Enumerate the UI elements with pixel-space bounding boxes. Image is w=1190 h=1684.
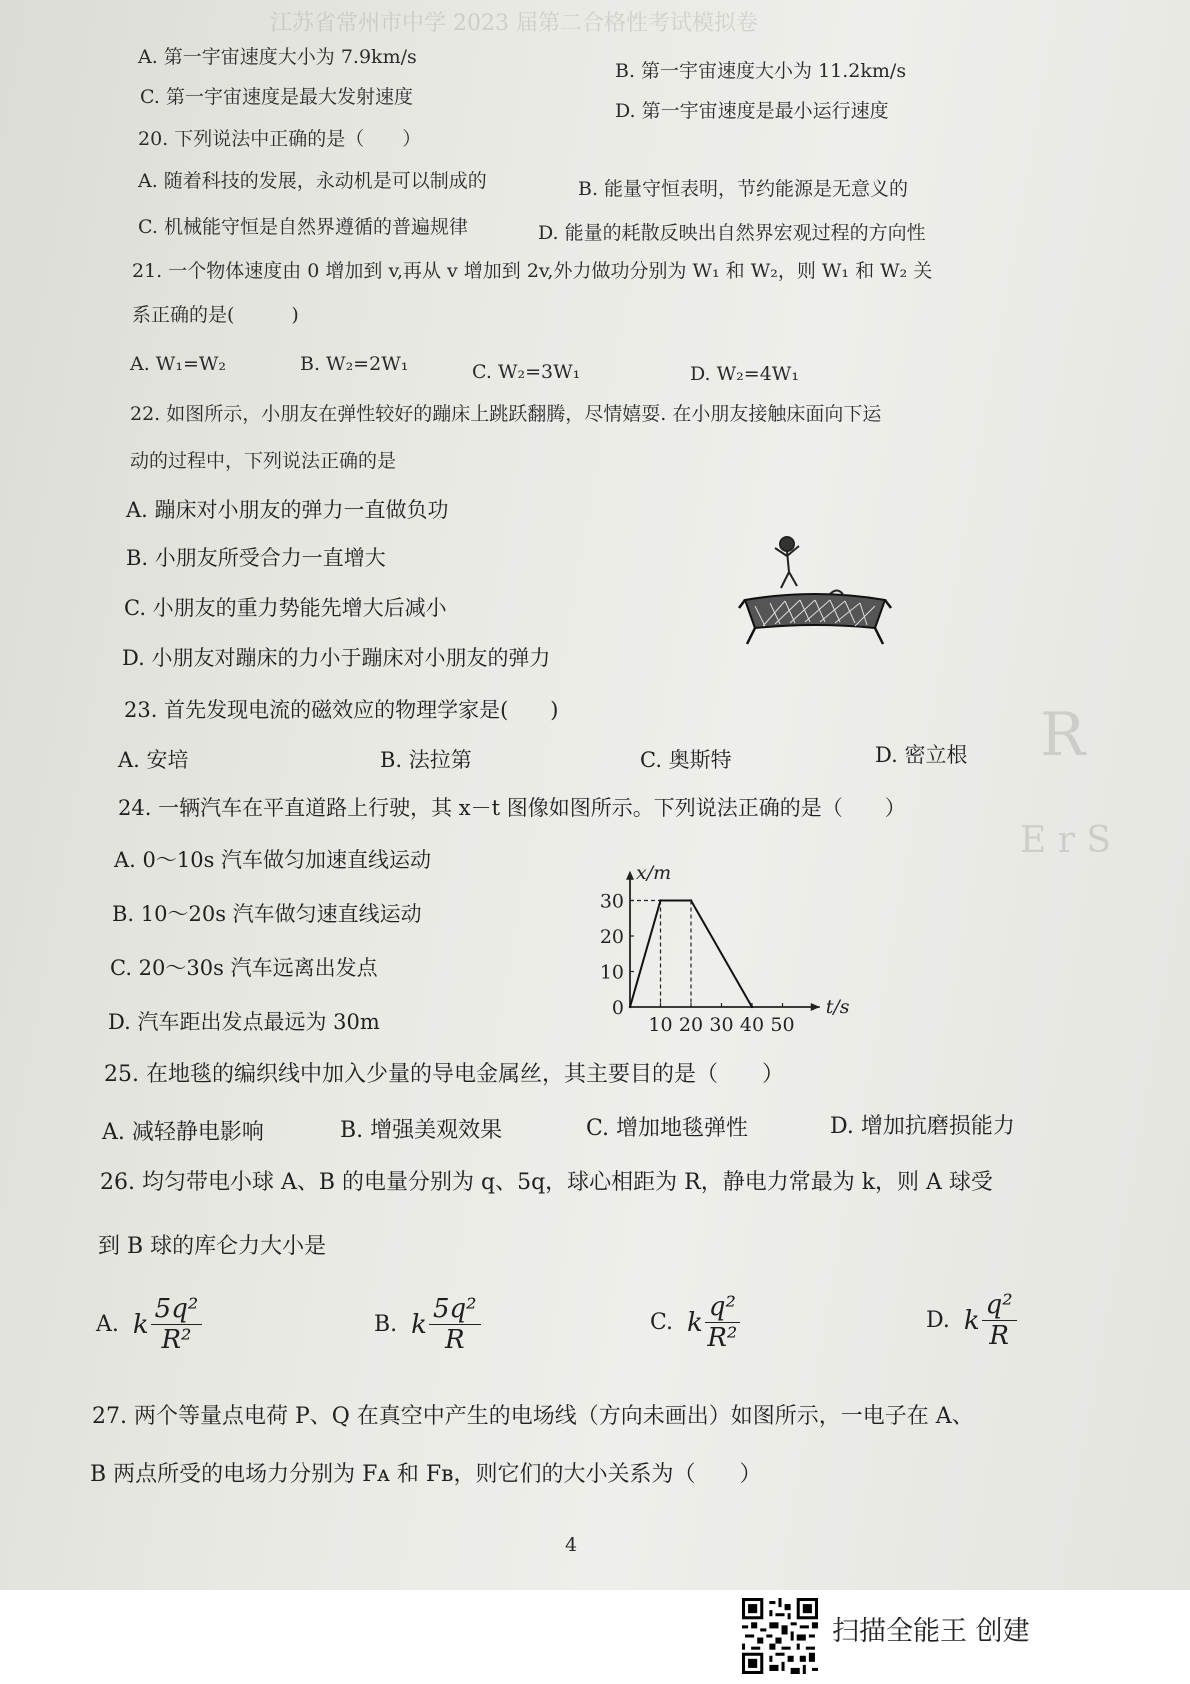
y-tick-label: 20 [599, 926, 624, 948]
q27-stem-line2: B 两点所受的电场力分别为 Fᴀ 和 Fʙ，则它们的大小关系为（ ） [90, 1462, 762, 1487]
q25-option-a: A. 减轻静电影响 [102, 1120, 264, 1145]
q26-option-b: B. k $\frac{\text{5q²}}{R}$ [374, 1296, 481, 1353]
qr-code-icon [742, 1598, 818, 1674]
q24-option-d: D. 汽车距出发点最远为 30m [108, 1010, 380, 1034]
q19-option-a: A. 第一宇宙速度大小为 7.9km/s [138, 46, 417, 68]
q23-option-a: A. 安培 [118, 748, 189, 772]
q22-stem-line1: 22. 如图所示，小朋友在弹性较好的蹦床上跳跃翻腾，尽情嬉耍. 在小朋友接触床面向下运 [130, 403, 882, 425]
x-tick-label: 30 [709, 1014, 734, 1036]
x-tick-label: 10 [648, 1014, 673, 1036]
q22-option-c: C. 小朋友的重力势能先增大后减小 [124, 596, 447, 620]
q21-stem-line1: 21. 一个物体速度由 0 增加到 v,再从 v 增加到 2v,外力做功分别为 W₁ 和 W₂，则 W₁ 和 W₂ 关 [132, 260, 933, 282]
y-tick-label: 30 [599, 890, 624, 913]
q20-stem: 20. 下列说法中正确的是（ ） [138, 128, 422, 150]
x-tick-label: 50 [770, 1014, 795, 1036]
child-figure [775, 537, 799, 588]
q22-option-b: B. 小朋友所受合力一直增大 [126, 546, 386, 570]
y-tick-label: 10 [599, 961, 624, 984]
y-axis-arrow [626, 871, 634, 880]
q26-stem-line2: 到 B 球的库仑力大小是 [98, 1234, 327, 1259]
series-point [659, 899, 661, 901]
scanner-brand-text: 扫描全能王 创建 [832, 1616, 1030, 1647]
q24-option-c: C. 20～30s 汽车远离出发点 [110, 956, 378, 980]
y-axis-label: x/m [636, 861, 672, 884]
q22-option-a: A. 蹦床对小朋友的弹力一直做负功 [126, 498, 449, 522]
q26-stem-line1: 26. 均匀带电小球 A、B 的电量分别为 q、5q，球心相距为 R，静电力常最为 k，则 A 球受 [100, 1170, 993, 1195]
x-axis-arrow [811, 1003, 820, 1011]
bleed-through-text: E r S [1020, 820, 1112, 861]
q23-stem: 23. 首先发现电流的磁效应的物理学家是( ) [124, 698, 559, 722]
q25-option-c: C. 增加地毯弹性 [586, 1116, 749, 1141]
q26-option-d: D. k $\frac{\text{q²}}{R}$ [926, 1292, 1017, 1349]
q20-option-a: A. 随着科技的发展，永动机是可以制成的 [138, 170, 487, 192]
bleed-through-text: 江苏省常州市中学 2023 届第二合格性考试模拟卷 [270, 11, 758, 36]
bleed-through-text: R [1040, 700, 1086, 770]
q21-option-a: A. W₁=W₂ [130, 353, 227, 375]
series-point [751, 1006, 753, 1008]
q25-stem: 25. 在地毯的编织线中加入少量的导电金属丝，其主要目的是（ ） [104, 1062, 784, 1087]
coulomb-constant: k [687, 1307, 703, 1338]
formula-fraction: $\frac{\text{q²}}{\text{R²}}$ [705, 1294, 740, 1351]
q21-stem-line2: 系正确的是( ) [132, 304, 299, 326]
page-number: 4 [565, 1534, 578, 1556]
q25-option-d: D. 增加抗磨损能力 [830, 1114, 1015, 1139]
q21-option-c: C. W₂=3W₁ [472, 361, 581, 383]
xt-graph [590, 845, 890, 1045]
x-tick-label: 20 [678, 1014, 704, 1036]
q26-option-c: C. k $\frac{\text{q²}}{\text{R²}}$ [650, 1294, 740, 1351]
coulomb-constant: k [132, 1309, 149, 1340]
q21-option-b: B. W₂=2W₁ [300, 353, 409, 375]
q22-stem-line2: 动的过程中，下列说法正确的是 [130, 450, 397, 472]
series-point [629, 1006, 631, 1008]
formula-fraction: $\frac{\text{5q²}}{R}$ [429, 1296, 481, 1353]
trampoline-illustration [735, 530, 895, 650]
coulomb-constant: k [411, 1309, 427, 1340]
coulomb-constant: k [963, 1305, 980, 1336]
y-tick-label: 0 [611, 997, 624, 1019]
q21-option-d: D. W₂=4W₁ [690, 363, 799, 385]
q19-option-b: B. 第一宇宙速度大小为 11.2km/s [615, 60, 907, 82]
trampoline-bed [745, 590, 885, 628]
scanner-footer [0, 1590, 1190, 1684]
q24-option-b: B. 10～20s 汽车做匀速直线运动 [112, 902, 422, 926]
q19-option-d: D. 第一宇宙速度是最小运行速度 [615, 100, 889, 122]
q27-stem-line1: 27. 两个等量点电荷 P、Q 在真空中产生的电场线（方向未画出）如图所示，一电子在 A、 [92, 1404, 974, 1429]
series-point [690, 899, 692, 901]
q24-stem: 24. 一辆汽车在平直道路上行驶，其 x－t 图像如图所示。下列说法正确的是（ ） [118, 796, 906, 820]
q22-option-d: D. 小朋友对蹦床的力小于蹦床对小朋友的弹力 [122, 646, 551, 670]
q24-option-a: A. 0～10s 汽车做匀加速直线运动 [114, 848, 432, 872]
q20-option-b: B. 能量守恒表明，节约能源是无意义的 [578, 178, 909, 200]
q19-option-c: C. 第一宇宙速度是最大发射速度 [140, 86, 413, 108]
q26-option-a: A. k $\frac{\text{5q²}}{\text{R²}}$ [96, 1296, 202, 1353]
q20-option-c: C. 机械能守恒是自然界遵循的普遍规律 [138, 216, 468, 238]
q23-option-c: C. 奥斯特 [640, 748, 732, 772]
x-axis-label: t/s [825, 996, 850, 1018]
q20-option-d: D. 能量的耗散反映出自然界宏观过程的方向性 [538, 222, 926, 244]
formula-fraction: $\frac{\text{q²}}{R}$ [982, 1292, 1017, 1349]
x-tick-label: 40 [739, 1014, 765, 1036]
q23-option-b: B. 法拉第 [380, 748, 472, 772]
formula-fraction: $\frac{\text{5q²}}{\text{R²}}$ [151, 1296, 203, 1353]
q23-option-d: D. 密立根 [875, 743, 968, 767]
q25-option-b: B. 增强美观效果 [340, 1118, 503, 1143]
